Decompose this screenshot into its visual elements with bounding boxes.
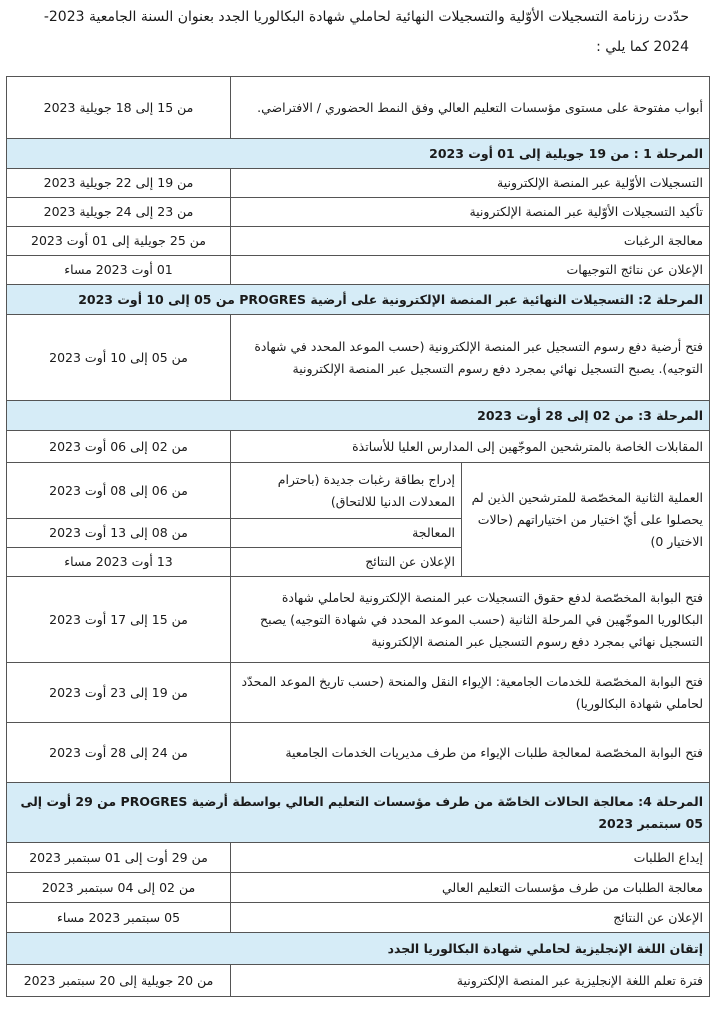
english-section-title: إتقان اللغة الإنجليزية لحاملي شهادة البكالوريا الجدد	[7, 933, 710, 965]
table-row	[7, 965, 710, 997]
row-description: أبواب مفتوحة على مستوى مؤسسات التعليم العالي وفق النمط الحضوري / الافتراضي.	[231, 77, 710, 139]
table-row	[7, 577, 710, 663]
table-row	[7, 903, 710, 933]
table-row	[7, 873, 710, 903]
row-date: 05 سبتمبر 2023 مساء	[7, 903, 231, 933]
row-date: من 24 إلى 28 أوت 2023	[7, 723, 231, 783]
second-round-group-label: العملية الثانية المخصّصة للمترشحين الذين لم يحصلوا على أيّ اختيار من اختياراتهم (حالات الاختيار 0)	[462, 463, 710, 577]
row-description: فترة تعلم اللغة الإنجليزية عبر المنصة الإلكترونية	[231, 965, 710, 997]
row-description: التسجيلات الأوّلية عبر المنصة الإلكترونية	[231, 169, 710, 198]
row-date: من 02 إلى 06 أوت 2023	[7, 431, 231, 463]
table-row	[7, 198, 710, 227]
row-date: من 08 إلى 13 أوت 2023	[7, 519, 231, 548]
phase-header-row	[7, 285, 710, 315]
row-date: من 23 إلى 24 جويلية 2023	[7, 198, 231, 227]
table-row	[7, 431, 710, 463]
phase-1-title: المرحلة 1 : من 19 جويلية إلى 01 أوت 2023	[7, 139, 710, 169]
intro-paragraph: حدّدت رزنامة التسجيلات الأوّلية والتسجيلات النهائية لحاملي شهادة البكالوريا الجدد بعنوان السنة الجامعية 2023-2024 كما يلي :	[43, 9, 689, 55]
row-date: من 06 إلى 08 أوت 2023	[7, 463, 231, 519]
row-description: إيداع الطلبات	[231, 843, 710, 873]
row-description: الإعلان عن النتائج	[231, 548, 462, 577]
phase-header-row	[7, 933, 710, 965]
row-description: معالجة الطلبات من طرف مؤسسات التعليم العالي	[231, 873, 710, 903]
row-description: فتح البوابة المخصّصة لمعالجة طلبات الإيواء من طرف مديريات الخدمات الجامعية	[231, 723, 710, 783]
row-description: المقابلات الخاصة بالمترشحين الموجّهين إلى المدارس العليا للأساتذة	[231, 431, 710, 463]
phase-4-title: المرحلة 4: معالجة الحالات الخاصّة من طرف مؤسسات التعليم العالي بواسطة أرضية PROGRES من 29 أوت إلى 05 سبتمبر 2023	[7, 783, 710, 843]
row-description: فتح البوابة المخصّصة للخدمات الجامعية: الإيواء النقل والمنحة (حسب تاريخ الموعد المحدّد لحاملي شهادة البكالوريا)	[231, 663, 710, 723]
phase-header-row	[7, 783, 710, 843]
row-description: معالجة الرغبات	[231, 227, 710, 256]
phase-2-title: المرحلة 2: التسجيلات النهائية عبر المنصة الإلكترونية على أرضية PROGRES من 05 إلى 10 أوت 2023	[7, 285, 710, 315]
row-date: من 19 إلى 22 جويلية 2023	[7, 169, 231, 198]
row-date: من 20 جويلية إلى 20 سبتمبر 2023	[7, 965, 231, 997]
row-date: من 19 إلى 23 أوت 2023	[7, 663, 231, 723]
row-description: إدراج بطاقة رغبات جديدة (باحترام المعدلات الدنيا للالتحاق)	[231, 463, 462, 519]
row-description: فتح البوابة المخصّصة لدفع حقوق التسجيلات عبر المنصة الإلكترونية لحاملي شهادة البكالوريا الموجّهين في المرحلة الثانية (حسب الموعد المحدد في شهادة التوجيه) يصبح التسجيل نهائي بمجرد دفع رسوم التسجيل عبر المنصة الإلكترونية	[231, 577, 710, 663]
phase-header-row	[7, 139, 710, 169]
row-description: الإعلان عن النتائج	[231, 903, 710, 933]
row-description: تأكيد التسجيلات الأوّلية عبر المنصة الإلكترونية	[231, 198, 710, 227]
table-row	[7, 315, 710, 401]
row-description: فتح أرضية دفع رسوم التسجيل عبر المنصة الإلكترونية (حسب الموعد المحدد في شهادة التوجيه). يصبح التسجيل نهائي بمجرد دفع رسوم التسجيل عبر المنصة الإلكترونية	[231, 315, 710, 401]
row-date: من 25 جويلية إلى 01 أوت 2023	[7, 227, 231, 256]
phase-header-row	[7, 401, 710, 431]
row-date: 13 أوت 2023 مساء	[7, 548, 231, 577]
table-row	[7, 663, 710, 723]
row-date: من 15 إلى 17 أوت 2023	[7, 577, 231, 663]
row-date: من 29 أوت إلى 01 سبتمبر 2023	[7, 843, 231, 873]
row-date: 01 أوت 2023 مساء	[7, 256, 231, 285]
table-row	[7, 843, 710, 873]
table-row	[7, 723, 710, 783]
table-row	[7, 169, 710, 198]
row-description: المعالجة	[231, 519, 462, 548]
table-row	[7, 77, 710, 139]
table-row	[7, 463, 710, 519]
registration-calendar-table	[6, 76, 710, 997]
table-row	[7, 256, 710, 285]
row-date: من 05 إلى 10 أوت 2023	[7, 315, 231, 401]
row-date: من 15 إلى 18 جويلية 2023	[7, 77, 231, 139]
row-date: من 02 إلى 04 سبتمبر 2023	[7, 873, 231, 903]
phase-3-title: المرحلة 3: من 02 إلى 28 أوت 2023	[7, 401, 710, 431]
row-description: الإعلان عن نتائج التوجيهات	[231, 256, 710, 285]
table-row	[7, 227, 710, 256]
